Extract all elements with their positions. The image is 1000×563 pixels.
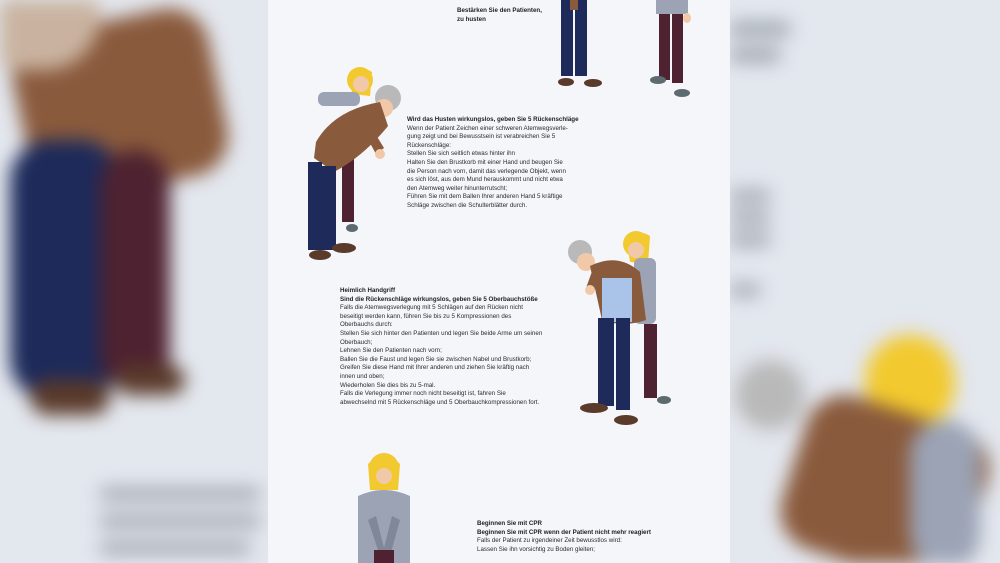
woman-shoe — [650, 76, 666, 84]
illustration-cpr — [354, 450, 414, 563]
cpr-heading: Beginnen Sie mit CPR wenn der Patient nicht mehr reagiert — [477, 528, 651, 536]
heimlich-line: beseitigt werden kann, führen Sie bis zu 5 Kompressionen des — [340, 312, 512, 320]
heimlich-line: innen und oben; — [340, 372, 385, 380]
man-leg-right — [575, 0, 587, 76]
section-heimlich — [340, 287, 542, 407]
back-blows-line: gung zeigt und bei Bewusstsein ist verabreichen Sie 5 — [407, 133, 556, 141]
back-blows-line: den Atemweg weiter hinunterrutscht; — [407, 184, 508, 192]
man-leg-left — [561, 0, 573, 76]
illustration-heimlich — [568, 228, 688, 434]
blurred-backdrop-left — [0, 0, 268, 563]
heimlich-line: Oberbauch; — [340, 338, 373, 346]
heimlich-line: Falls die Atemwegsverlegung mit 5 Schlägen auf den Rücken nicht — [340, 304, 523, 312]
cough-line: zu husten — [457, 15, 486, 23]
heimlich-title: Heimlich Handgriff — [340, 287, 396, 294]
cpr-title: Beginnen Sie mit CPR — [477, 520, 542, 527]
back-blows-line: Schläge zwischen die Schulterblätter durch. — [407, 201, 528, 209]
first-aid-document — [268, 0, 730, 563]
heimlich-line: Ballen Sie die Faust und legen Sie sie zwischen Nabel und Brustkorb; — [340, 355, 532, 363]
blurred-backdrop-right — [730, 0, 1000, 563]
back-blows-heading: Wird das Husten wirkungslos, geben Sie 5 Rückenschläge — [407, 116, 579, 123]
illustration-back-blows — [304, 62, 414, 268]
man-shoe — [584, 79, 602, 87]
back-blows-line: Rückenschläge: — [407, 141, 452, 149]
heimlich-line: Stellen Sie sich hinter den Patienten und legen Sie beide Arme um seinen — [340, 329, 543, 337]
woman-shoe — [674, 89, 690, 97]
heimlich-line: Oberbauchs durch: — [340, 321, 393, 329]
back-blows-line: Wenn der Patient Zeichen einer schweren Atemwegsverle- — [407, 124, 568, 132]
heimlich-line: Lehnen Sie den Patienten nach vorn; — [340, 347, 442, 355]
heimlich-heading: Sind die Rückenschläge wirkungslos, geben Sie 5 Oberbauchstöße — [340, 295, 538, 303]
section-cough — [457, 7, 542, 24]
cough-line: Bestärken Sie den Patienten, — [457, 7, 542, 14]
heimlich-line: Greifen Sie diese Hand mit Ihrer anderen und ziehen Sie kräftig nach — [340, 364, 530, 372]
cpr-line: Falls der Patient zu irgendeiner Zeit bewusstlos wird: — [477, 537, 622, 545]
section-cpr — [477, 520, 651, 554]
back-blows-line: Stellen Sie sich seitlich etwas hinter ihn — [407, 150, 515, 158]
heimlich-line: Wiederholen Sie dies bis zu 5-mal. — [340, 381, 436, 389]
illustration-cough — [548, 0, 708, 105]
cpr-line: Lassen Sie ihn vorsichtig zu Boden gleiten; — [477, 545, 595, 553]
back-blows-line: Führen Sie mit dem Ballen Ihrer anderen Hand 5 kräftige — [407, 193, 563, 201]
section-back-blows — [407, 116, 579, 211]
heimlich-line: abwechselnd mit 5 Rückenschläge und 5 Oberbauchkompressionen fort. — [340, 398, 540, 406]
back-blows-line: Halten Sie den Brustkorb mit einer Hand und beugen Sie — [407, 158, 563, 166]
heimlich-line: Falls die Verlegung immer noch nicht beseitigt ist, fahren Sie — [340, 390, 506, 398]
man-shoe — [558, 78, 574, 86]
back-blows-line: es sich löst, aus dem Mund herauskommt und nicht etwa — [407, 176, 563, 184]
back-blows-line: die Person nach vorn, damit das verlegende Objekt, wenn — [407, 167, 566, 175]
